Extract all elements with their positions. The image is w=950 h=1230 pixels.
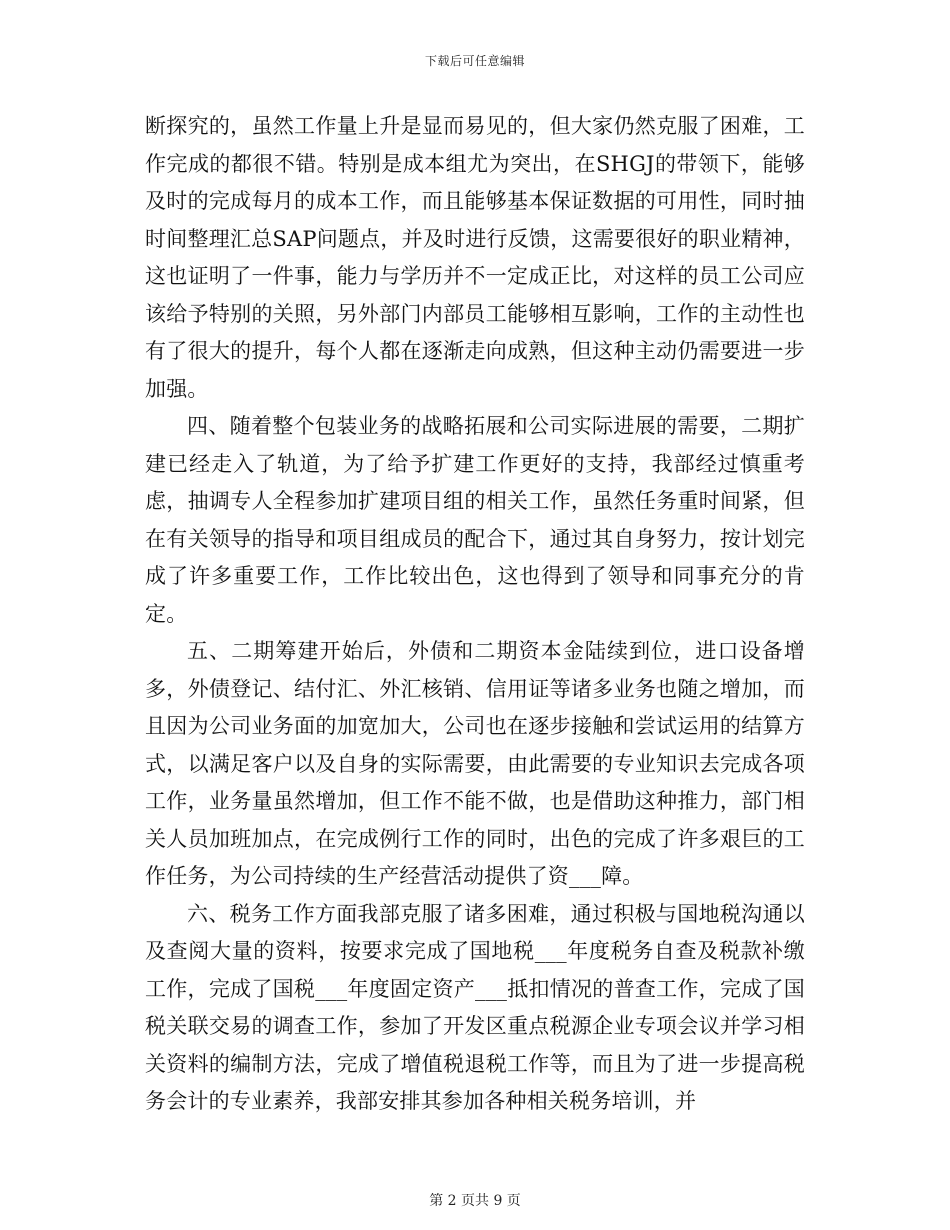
paragraph-section-6: 六、税务工作方面我部克服了诸多困难，通过积极与国地税沟通以及查阅大量的资料，按要求完成了国地税___年度税务自查及税款补缴工作，完成了国税___年度固定资产___抵扣情况的普查工作，完成了国税关联交易的调查工作，参加了开发区重点税源企业专项会议并学习相关资料的编制方法，完成了增值税退税工作等，而且为了进一步提高税务会计的专业素养，我部安排其参加各种相关税务培训，并 [145, 901, 805, 1113]
paragraph-continuation: 断探究的，虽然工作量上升是显而易见的，但大家仍然克服了困难，工作完成的都很不错。特别是成本组尤为突出，在SHGJ的带领下，能够及时的完成每月的成本工作，而且能够基本保证数据的可用性，同时抽时间整理汇总SAP问题点，并及时进行反馈，这需要很好的职业精神，这也证明了一件事，能力与学历并不一定成正比，对这样的员工公司应该给予特别的关照，另外部门内部员工能够相互影响，工作的主动性也有了很大的提升，每个人都在逐渐走向成熟，但这种主动仍需要进一步加强。 [145, 114, 805, 401]
paragraph-section-5: 五、二期筹建开始后，外债和二期资本金陆续到位，进口设备增多，外债登记、结付汇、外汇核销、信用证等诸多业务也随之增加，而且因为公司业务面的加宽加大，公司也在逐步接触和尝试运用的结算方式，以满足客户以及自身的实际需要，由此需要的专业知识去完成各项工作，业务量虽然增加，但工作不能不做，也是借助这种推力，部门相关人员加班加点，在完成例行工作的同时，出色的完成了许多艰巨的工作任务，为公司持续的生产经营活动提供了资___障。 [145, 639, 805, 888]
document-body [145, 108, 805, 1121]
page-number-footer: 第 2 页共 9 页 [429, 1193, 521, 1209]
page-header: 下载后可任意编辑 [424, 54, 525, 68]
paragraph-section-4: 四、随着整个包装业务的战略拓展和公司实际进展的需要，二期扩建已经走入了轨道，为了给予扩建工作更好的支持，我部经过慎重考虑，抽调专人全程参加扩建项目组的相关工作，虽然任务重时间紧，但在有关领导的指导和项目组成员的配合下，通过其自身努力，按计划完成了许多重要工作，工作比较出色，这也得到了领导和同事充分的肯定。 [145, 414, 805, 626]
